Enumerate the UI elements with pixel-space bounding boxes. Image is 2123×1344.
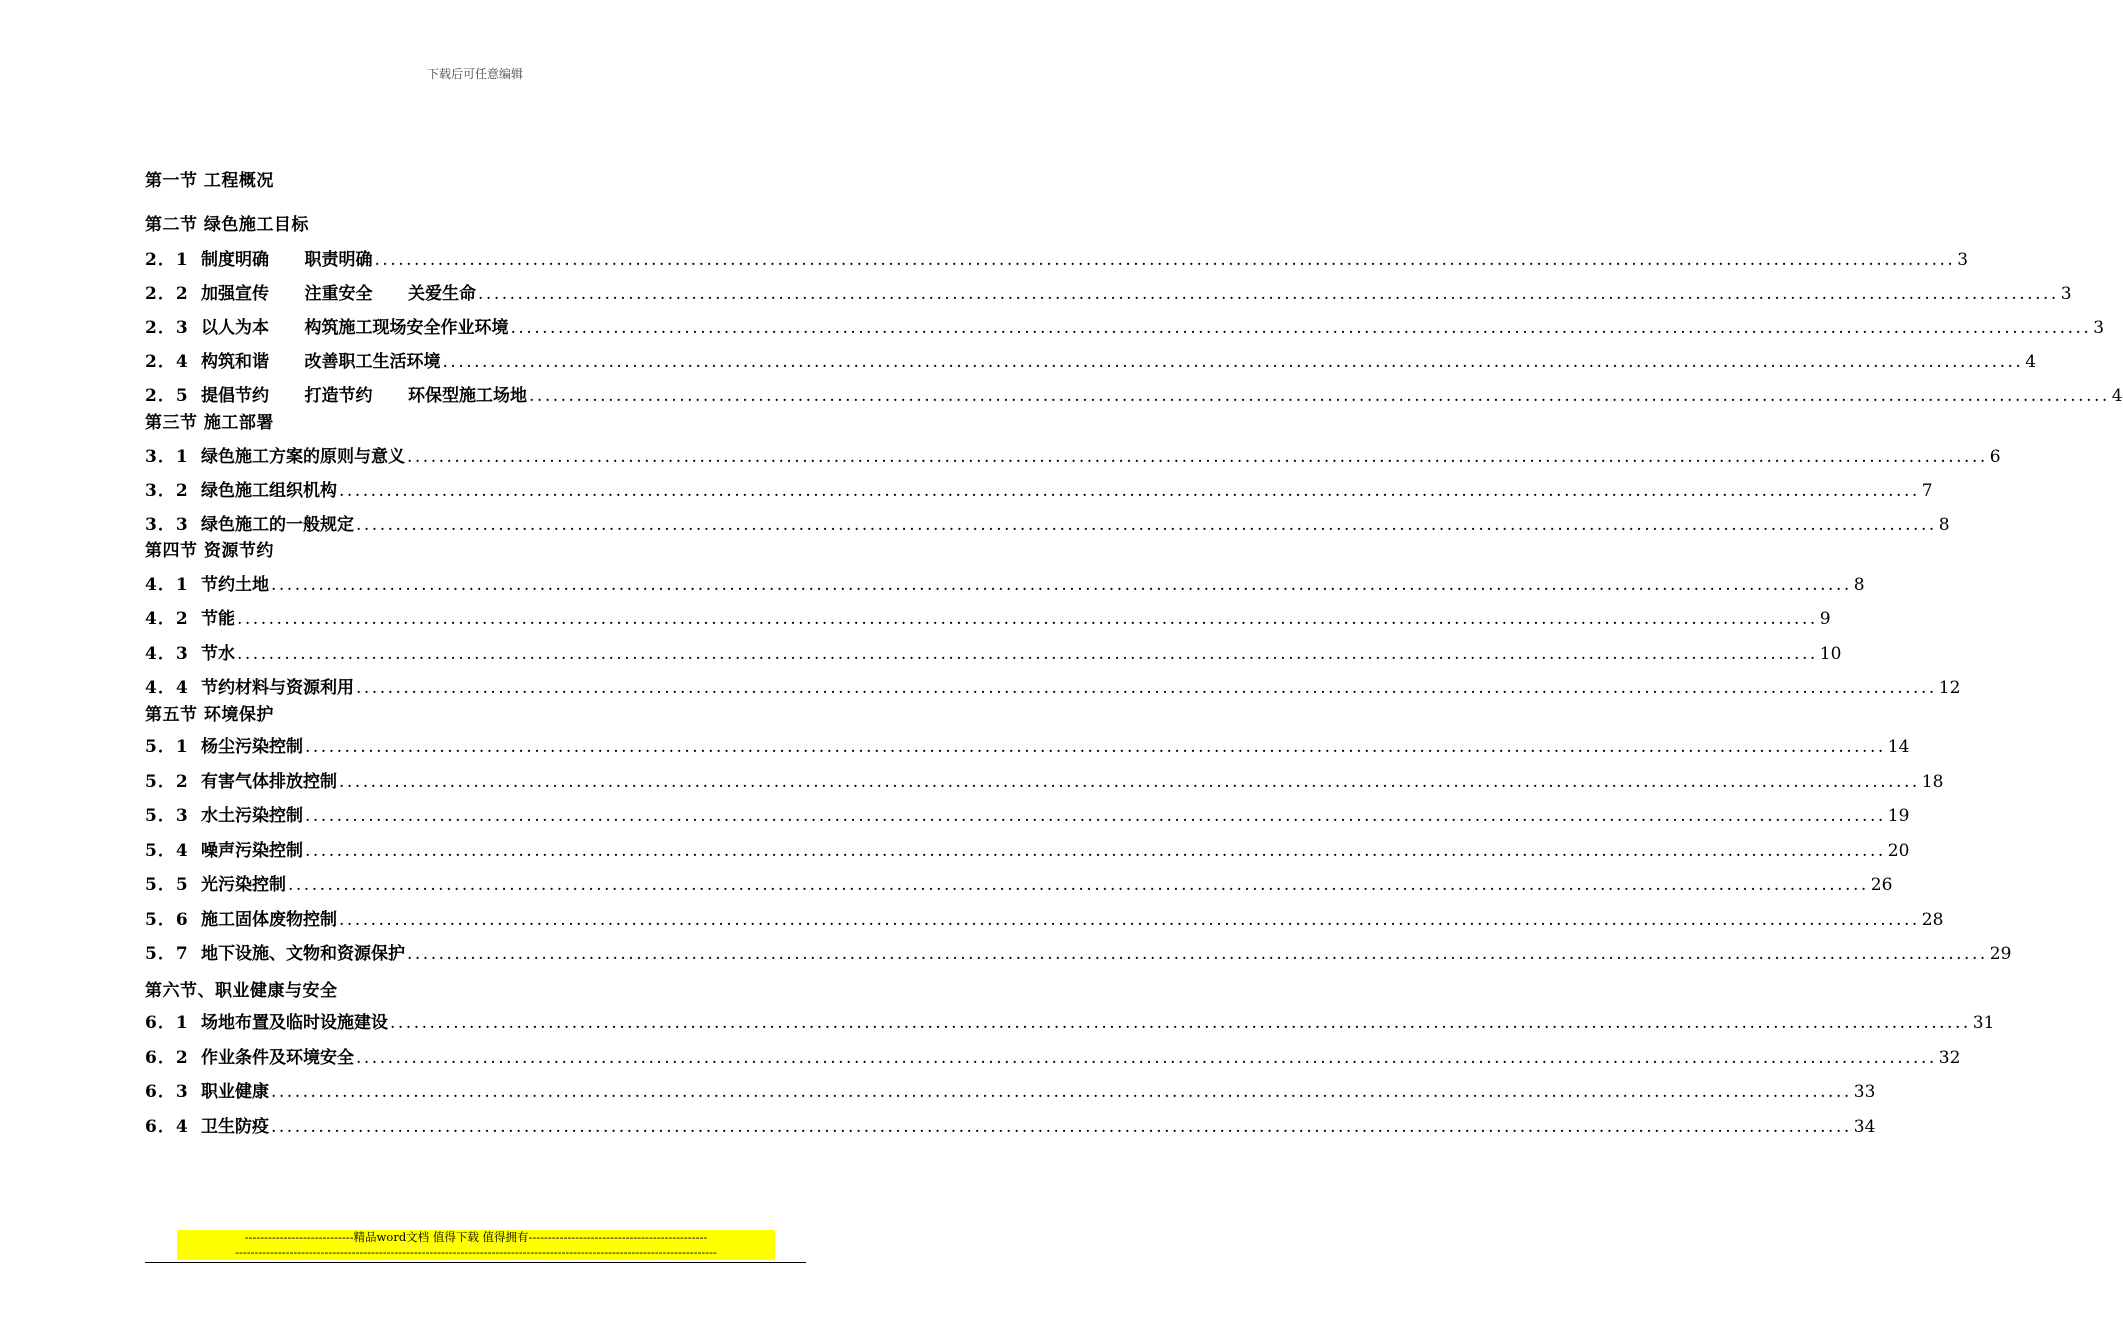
toc-entry-number: 4．3	[145, 644, 189, 664]
toc-entry-number: 4．1	[145, 575, 189, 595]
toc-entry[interactable]	[145, 768, 1944, 792]
toc-entry-page: 9	[1819, 609, 1831, 629]
toc-entry[interactable]	[145, 802, 1910, 826]
toc-entry[interactable]	[145, 1113, 1876, 1137]
toc-entry[interactable]	[145, 871, 1893, 895]
toc-leader-dots: ........................................................................................................................................................................................................	[305, 806, 1886, 826]
toc-entry-number: 5．5	[145, 875, 189, 895]
toc-entry-number: 4．2	[145, 609, 189, 629]
toc-entry-number: 6．3	[145, 1082, 189, 1102]
toc-entry-page: 26	[1870, 875, 1893, 895]
toc-entry[interactable]	[145, 443, 2001, 467]
toc-entry[interactable]	[145, 1078, 1876, 1102]
toc-entry-title: 绿色施工方案的原则与意义	[201, 447, 405, 467]
toc-entry[interactable]	[145, 571, 1865, 595]
toc-entry-title: 节水	[201, 644, 235, 664]
toc-entry-number: 2．5	[145, 386, 189, 406]
toc-entry-title: 杨尘污染控制	[201, 737, 303, 757]
toc-entry-title: 职业健康	[201, 1082, 269, 1102]
toc-entry[interactable]	[145, 906, 1944, 930]
toc-leader-dots: ........................................................................................................................................................................................................	[288, 875, 1869, 895]
toc-entry-page: 29	[1989, 944, 2012, 964]
header-note: 下载后可任意编辑	[426, 67, 523, 81]
toc-entry-page: 18	[1921, 772, 1944, 792]
toc-entry-title: 卫生防疫	[201, 1117, 269, 1137]
toc-entry-number: 4．4	[145, 678, 189, 698]
toc-entry-page: 3	[1957, 250, 1969, 270]
toc-entry-title: 作业条件及环境安全	[201, 1048, 354, 1068]
toc-entry[interactable]	[145, 382, 2123, 406]
toc-entry[interactable]	[145, 733, 1910, 757]
toc-leader-dots: ........................................................................................................................................................................................................	[407, 944, 1988, 964]
toc-entry-page: 14	[1887, 737, 1910, 757]
toc-leader-dots: ........................................................................................................................................................................................................	[529, 386, 2110, 406]
toc-entry-page: 12	[1938, 678, 1961, 698]
toc-entry-page: 32	[1938, 1048, 1961, 1068]
toc-leader-dots: ........................................................................................................................................................................................................	[478, 284, 2059, 304]
toc-entry-number: 3．2	[145, 481, 189, 501]
toc-leader-dots: ........................................................................................................................................................................................................	[442, 352, 2024, 372]
toc-leader-dots: ........................................................................................................................................................................................................	[356, 515, 1937, 535]
toc-entry-number: 6．2	[145, 1048, 189, 1068]
toc-entry-title: 施工固体废物控制	[201, 910, 337, 930]
toc-entry[interactable]	[145, 640, 1842, 664]
toc-entry-number: 3．1	[145, 447, 189, 467]
toc-leader-dots: ........................................................................................................................................................................................................	[339, 910, 1920, 930]
toc-entry-title: 噪声污染控制	[201, 841, 303, 861]
toc-entry-number: 5．1	[145, 737, 189, 757]
toc-entry[interactable]	[145, 1009, 1995, 1033]
toc-section-heading: 第六节、职业健康与安全	[145, 981, 338, 1001]
toc-entry-number: 3．3	[145, 515, 189, 535]
toc-entry-page: 3	[2060, 284, 2072, 304]
toc-entry-number: 5．6	[145, 910, 189, 930]
toc-entry-page: 6	[1989, 447, 2001, 467]
toc-section-heading: 第一节 工程概况	[145, 171, 274, 191]
footer-rule	[145, 1262, 806, 1263]
toc-entry-title: 制度明确 职责明确	[201, 250, 373, 270]
toc-entry-number: 2．3	[145, 318, 189, 338]
toc-entry-page: 28	[1921, 910, 1944, 930]
toc-leader-dots: ........................................................................................................................................................................................................	[510, 318, 2092, 338]
toc-leader-dots: ........................................................................................................................................................................................................	[339, 481, 1920, 501]
toc-entry-title: 以人为本 构筑施工现场安全作业环境	[201, 318, 509, 338]
toc-entry-title: 有害气体排放控制	[201, 772, 337, 792]
toc-entry[interactable]	[145, 674, 1961, 698]
footer-banner	[177, 1230, 775, 1260]
toc-entry-number: 5．4	[145, 841, 189, 861]
toc-leader-dots: ........................................................................................................................................................................................................	[305, 737, 1886, 757]
table-of-contents	[145, 0, 2123, 1344]
toc-entry[interactable]	[145, 280, 2072, 304]
toc-entry[interactable]	[145, 940, 2012, 964]
toc-entry-page: 7	[1921, 481, 1933, 501]
toc-entry-number: 5．2	[145, 772, 189, 792]
toc-leader-dots: ........................................................................................................................................................................................................	[407, 447, 1988, 467]
toc-entry-title: 节约土地	[201, 575, 269, 595]
toc-entry-page: 31	[1972, 1013, 1995, 1033]
toc-entry-title: 光污染控制	[201, 875, 286, 895]
toc-section-heading: 第四节 资源节约	[145, 541, 274, 561]
toc-section-heading: 第五节 环境保护	[145, 705, 274, 725]
footer-line-2: ----------------------------------------------------------------------------------------------------------------------------	[235, 1245, 717, 1259]
toc-leader-dots: ........................................................................................................................................................................................................	[237, 644, 1818, 664]
toc-entry-title: 水土污染控制	[201, 806, 303, 826]
toc-leader-dots: ........................................................................................................................................................................................................	[305, 841, 1886, 861]
toc-entry-title: 节约材料与资源利用	[201, 678, 354, 698]
toc-entry[interactable]	[145, 605, 1831, 629]
toc-leader-dots: ........................................................................................................................................................................................................	[271, 1082, 1852, 1102]
toc-entry-page: 3	[2093, 318, 2105, 338]
toc-section-heading: 第二节 绿色施工目标	[145, 215, 309, 235]
toc-entry[interactable]	[145, 837, 1910, 861]
toc-entry-number: 2．2	[145, 284, 189, 304]
toc-leader-dots: ........................................................................................................................................................................................................	[374, 250, 1956, 270]
toc-section-heading: 第三节 施工部署	[145, 413, 274, 433]
toc-leader-dots: ........................................................................................................................................................................................................	[356, 1048, 1937, 1068]
toc-entry-page: 34	[1853, 1117, 1876, 1137]
toc-leader-dots: ........................................................................................................................................................................................................	[271, 1117, 1852, 1137]
toc-entry-number: 6．4	[145, 1117, 189, 1137]
toc-entry-page: 19	[1887, 806, 1910, 826]
toc-entry-page: 33	[1853, 1082, 1876, 1102]
footer-line-1: ----------------------------精品word文档 值得下载 值得拥有----------------------------------------------	[244, 1230, 708, 1244]
toc-entry-page: 4	[2111, 386, 2123, 406]
toc-entry-title: 节能	[201, 609, 235, 629]
toc-entry-number: 5．3	[145, 806, 189, 826]
toc-entry-number: 2．1	[145, 250, 189, 270]
toc-entry-title: 构筑和谐 改善职工生活环境	[201, 352, 441, 372]
toc-leader-dots: ........................................................................................................................................................................................................	[237, 609, 1818, 629]
toc-entry-title: 地下设施、文物和资源保护	[201, 944, 405, 964]
toc-entry-page: 4	[2025, 352, 2037, 372]
toc-leader-dots: ........................................................................................................................................................................................................	[356, 678, 1937, 698]
toc-entry[interactable]	[145, 1044, 1961, 1068]
toc-entry-page: 20	[1887, 841, 1910, 861]
toc-entry[interactable]	[145, 348, 2037, 372]
toc-entry[interactable]	[145, 477, 1933, 501]
toc-entry-title: 提倡节约 打造节约 环保型施工场地	[201, 386, 528, 406]
toc-entry-number: 5．7	[145, 944, 189, 964]
toc-entry-page: 8	[1853, 575, 1865, 595]
toc-entry-title: 绿色施工的一般规定	[201, 515, 354, 535]
toc-entry[interactable]	[145, 314, 2105, 338]
toc-leader-dots: ........................................................................................................................................................................................................	[390, 1013, 1971, 1033]
toc-entry[interactable]	[145, 511, 1950, 535]
toc-entry-page: 10	[1819, 644, 1842, 664]
toc-entry-number: 2．4	[145, 352, 189, 372]
toc-leader-dots: ........................................................................................................................................................................................................	[271, 575, 1852, 595]
toc-entry-title: 加强宣传 注重安全 关爱生命	[201, 284, 477, 304]
toc-entry-title: 绿色施工组织机构	[201, 481, 337, 501]
toc-leader-dots: ........................................................................................................................................................................................................	[339, 772, 1920, 792]
toc-entry-title: 场地布置及临时设施建设	[201, 1013, 388, 1033]
toc-entry-number: 6．1	[145, 1013, 189, 1033]
toc-entry[interactable]	[145, 246, 1969, 270]
toc-entry-page: 8	[1938, 515, 1950, 535]
